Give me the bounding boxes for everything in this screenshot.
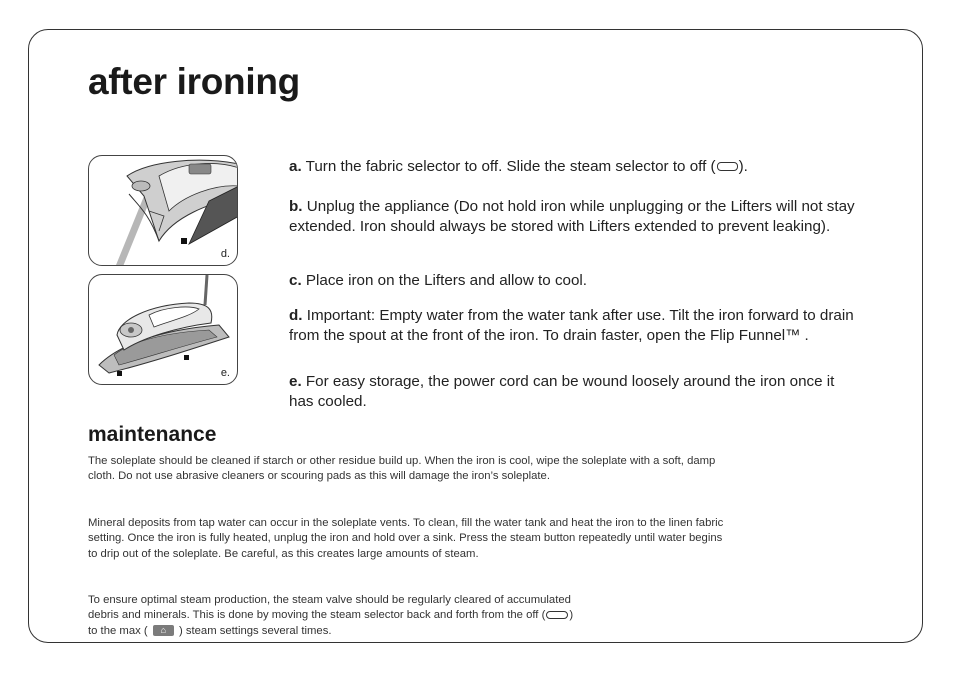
figure-label: e. xyxy=(220,367,230,379)
maintenance-paragraph xyxy=(88,593,733,639)
maintenance-text: ) xyxy=(569,609,574,622)
step-c xyxy=(289,271,861,291)
maintenance-paragraph: The soleplate should be cleaned if starch or other residue build up. When the iron is cool, wipe the soleplate with a soft, damp cloth. Do not use abrasive cleaners or scouring pads as this will damage the iron’s soleplate. xyxy=(88,455,716,483)
step-letter: b. xyxy=(289,198,303,215)
step-e xyxy=(289,372,861,411)
step-b xyxy=(289,197,861,236)
maintenance-text: ) steam settings several times. xyxy=(178,624,332,637)
step-text: For easy storage, the power cord can be wound loosely around the iron once it has cooled. xyxy=(289,373,835,410)
steam-max-setting-icon: ⌂ xyxy=(153,625,174,636)
iron-draining-water-illustration-icon xyxy=(89,156,238,266)
step-letter: d. xyxy=(289,307,303,324)
steam-off-selector-icon xyxy=(546,611,568,619)
step-text: Turn the fabric selector to off. Slide the steam selector to off ( xyxy=(301,158,716,175)
step-letter: a. xyxy=(289,158,302,175)
step-text-end: ). xyxy=(738,158,748,175)
step-text: Place iron on the Lifters and allow to cool. xyxy=(301,272,588,289)
step-text: Important: Empty water from the water tank after use. Tilt the iron forward to drain from the spout at the front of the iron. To drain faster, open the Flip Funnel™ . xyxy=(289,307,854,344)
step-letter: e. xyxy=(289,373,302,390)
figure-e xyxy=(88,274,238,385)
step-d xyxy=(289,306,861,345)
maintenance-heading: maintenance xyxy=(88,423,217,446)
maintenance-text: to the max ( xyxy=(88,624,148,637)
maintenance-text: To ensure optimal steam production, the steam valve should be regularly cleared of accumulated xyxy=(88,594,571,606)
figure-d xyxy=(88,155,238,266)
step-a xyxy=(289,157,861,177)
step-text: Unplug the appliance (Do not hold iron while unplugging or the Lifters will not stay extended. Iron should always be stored with Lifters extended to prevent leaking). xyxy=(289,198,855,235)
page-title: after ironing xyxy=(88,61,300,102)
figure-label: d. xyxy=(220,248,230,260)
iron-on-lifters-illustration-icon xyxy=(89,275,238,385)
steam-off-selector-icon xyxy=(717,162,738,171)
maintenance-paragraph: Mineral deposits from tap water can occur in the soleplate vents. To clean, fill the water tank and heat the iron to the linen fabric setting. Once the iron is fully heated, unplug the iron and hold over a sink. Press the steam button repeatedly until water begins to drip out of the soleplate. Be careful, as this creates large amounts of steam. xyxy=(88,517,724,560)
maintenance-text: debris and minerals. This is done by moving the steam selector back and forth from the off ( xyxy=(88,609,546,622)
step-letter: c. xyxy=(289,272,302,289)
